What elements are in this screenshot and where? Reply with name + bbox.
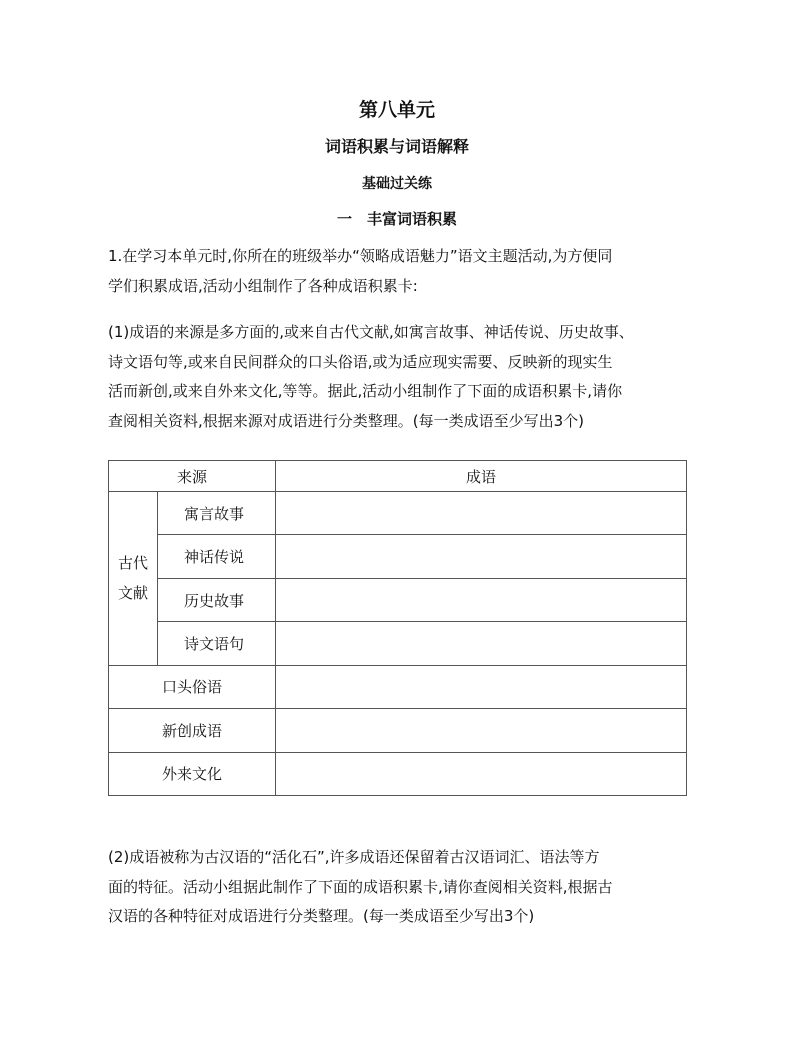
row-label: 新创成语 (109, 709, 276, 752)
row-label: 口头俗语 (109, 665, 276, 708)
row-label: 历史故事 (158, 578, 276, 621)
table-row (109, 752, 687, 795)
text-line: 活而新创,或来自外来文化,等等。据此,活动小组制作了下面的成语积累卡,请你 (108, 382, 623, 400)
section-title: 词语积累与词语解释 (324, 137, 469, 156)
table-row (109, 578, 687, 621)
text-line: 诗文语句等,或来自民间群众的口头俗语,或为适应现实需要、反映新的现实生 (108, 352, 613, 371)
text-line: 学们积累成语,活动小组制作了各种成语积累卡: (108, 276, 418, 295)
answer-cell[interactable] (276, 535, 687, 578)
text-line: 汉语的各种特征对成语进行分类整理。(每一类成语至少写出3个) (108, 907, 535, 925)
table-row (109, 665, 687, 708)
table-header-row (109, 461, 687, 492)
subsection-title: 基础过关练 (362, 176, 432, 192)
table-row (109, 492, 687, 535)
table-row (109, 709, 687, 752)
question-intro (108, 242, 698, 301)
ancient-label-line1: 古代 (117, 554, 148, 573)
text-line: (2)成语被称为古汉语的“活化石”,许多成语还保留着古汉语词汇、语法等方 (108, 848, 600, 866)
text-line: 查阅相关资料,根据来源对成语进行分类整理。(每一类成语至少写出3个) (108, 411, 585, 430)
unit-title: 第八单元 (358, 99, 435, 121)
ancient-label-line2: 文献 (117, 584, 148, 603)
header-source: 来源 (109, 461, 276, 492)
table-row (109, 622, 687, 665)
idiom-source-table (108, 460, 687, 796)
header-idioms: 成语 (276, 461, 687, 492)
part-title: 一 丰富词语积累 (336, 210, 457, 228)
answer-cell[interactable] (276, 752, 687, 795)
text-line: 面的特征。活动小组据此制作了下面的成语积累卡,请你查阅相关资料,根据古 (108, 877, 613, 896)
answer-cell[interactable] (276, 492, 687, 535)
text-line: 1.在学习本单元时,你所在的班级举办“领略成语魅力”语文主题活动,为方便同 (108, 247, 613, 265)
text-line: (1)成语的来源是多方面的,或来自古代文献,如寓言故事、神话传说、历史故事、 (108, 323, 634, 341)
table-row (109, 535, 687, 578)
row-label: 诗文语句 (158, 622, 276, 665)
row-label: 神话传说 (158, 535, 276, 578)
row-label: 寓言故事 (158, 492, 276, 535)
answer-cell[interactable] (276, 709, 687, 752)
answer-cell[interactable] (276, 622, 687, 665)
answer-cell[interactable] (276, 665, 687, 708)
row-label: 外来文化 (109, 752, 276, 795)
ancient-literature-cell (109, 492, 158, 666)
answer-cell[interactable] (276, 578, 687, 621)
question-part-1 (108, 318, 698, 436)
question-part-2 (108, 843, 698, 932)
